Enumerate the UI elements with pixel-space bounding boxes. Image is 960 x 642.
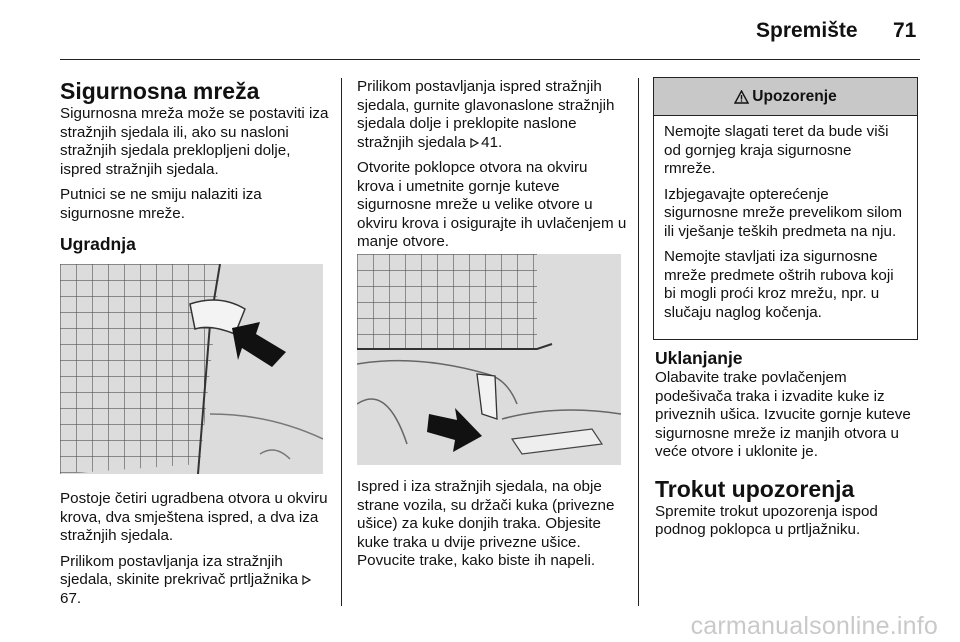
page-reference-icon xyxy=(470,138,479,148)
warning-triangle-icon xyxy=(734,90,749,104)
passengers-paragraph: Putnici se ne smiju nalaziti iza sigurnosne mreže. xyxy=(60,186,262,222)
warning-header xyxy=(654,78,917,116)
front-install-ref: 41. xyxy=(481,133,503,151)
warning-box xyxy=(653,77,918,340)
behind-seats-ref: 67. xyxy=(60,589,82,607)
left-column-lower xyxy=(60,490,330,615)
subheading-installation: Ugradnja xyxy=(60,234,136,254)
open-covers-paragraph: Otvorite poklopce otvora na okviru krova i umetnite gornje kuteve sigurnosne mreže u velike otvore u okviru krova i osigurajte ih uvlačenjem u manje otvore. xyxy=(357,159,627,250)
triangle-paragraph: Spremite trokut upozorenja ispod podnog poklopca u prtljažniku. xyxy=(655,502,878,538)
behind-seats-text: Prilikom postavljanja iza stražnjih sjedala, skinite prekrivač prtljažnika xyxy=(60,552,299,588)
roof-mount-drawing xyxy=(60,264,323,474)
front-install-text: Prilikom postavljanja ispred stražnjih sjedala, gurnite glavonaslone stražnjih sjedala dolje i preklopite naslone stražnjih sjedala xyxy=(357,78,615,151)
header-rule xyxy=(60,59,920,60)
column-divider-1 xyxy=(341,78,342,606)
subheading-removal: Uklanjanje xyxy=(655,348,743,368)
lashing-eye-illustration xyxy=(357,254,621,465)
page-number: 71 xyxy=(893,19,917,42)
column-divider-2 xyxy=(638,78,639,606)
left-column xyxy=(60,78,330,255)
section-heading-warning-triangle: Trokut upozorenja xyxy=(655,475,855,502)
removal-paragraph: Olabavite trake povlačenjem podešivača traka i izvadite kuke iz priveznih ušica. Izvucite gornje kuteve sigurnosne mreže iz manjih otvora u veće otvore i uklonite je. xyxy=(655,369,911,460)
watermark: carmanualsonline.info xyxy=(690,612,938,640)
section-heading-safety-net: Sigurnosna mreža xyxy=(60,78,260,104)
warning-item: Nemojte stavljati iza sigurnosne mreže predmete oštrih rubova koji bi mogli proći kroz mrežu, npr. u slučaju naglog kočenja. xyxy=(664,248,894,321)
page-header-title: Spremište xyxy=(756,19,858,42)
front-install-paragraph xyxy=(357,78,627,152)
warning-body xyxy=(654,116,917,322)
middle-column-lower xyxy=(357,478,632,578)
intro-paragraph: Sigurnosna mreža može se postaviti iza stražnjih sjedala ili, ako su nasloni stražnjih sjedala preklopljeni dolje, ispred stražnjih sjedala. xyxy=(60,105,329,178)
warning-title: Upozorenje xyxy=(752,87,837,105)
page-reference-icon xyxy=(302,575,311,585)
lashing-eye-drawing xyxy=(357,254,621,465)
holders-paragraph: Ispred i iza stražnjih sjedala, na obje strane vozila, su držači kuka (privezne ušice) za kuke donjih traka. Objesite kuke traka u dvije privezne ušice. Povucite trake, kako biste ih napeli. xyxy=(357,478,615,569)
middle-column xyxy=(357,78,627,259)
warning-item: Izbjegavajte opterećenje sigurnosne mreže prevelikom silom ili vješanje teških predmeta na nju. xyxy=(664,185,903,240)
behind-seats-paragraph xyxy=(60,553,330,609)
mounts-paragraph: Postoje četiri ugradbena otvora u okviru krova, dva smještena ispred, a dva iza stražnjih sjedala. xyxy=(60,490,328,544)
roof-mount-illustration xyxy=(60,264,323,474)
warning-item: Nemojte slagati teret da bude viši od gornjeg kraja sigurnosne rmreže. xyxy=(664,123,889,177)
right-column-lower xyxy=(655,348,920,547)
